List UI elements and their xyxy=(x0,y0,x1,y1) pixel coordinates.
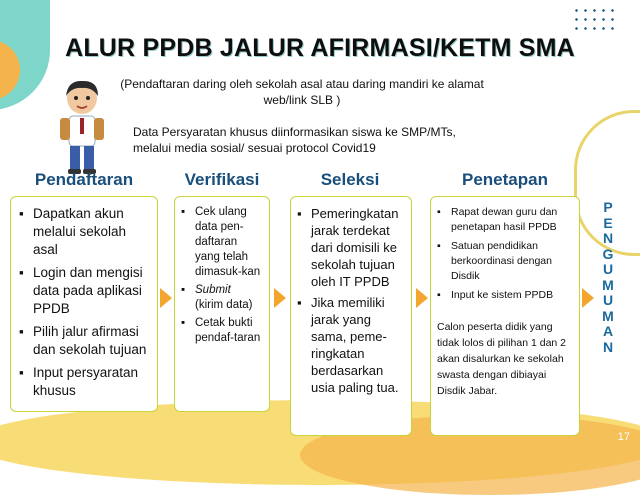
list-item: ▪ Pilih jalur afirmasi dan sekolah tujuan xyxy=(19,323,151,359)
list-item: ▪ Input ke sistem PPDB xyxy=(437,288,575,303)
list-item: ▪ Cetak bukti pendaf-taran xyxy=(181,316,265,346)
announcement-vertical-label xyxy=(598,200,618,355)
step-title-penetapan: Penetapan xyxy=(462,170,548,189)
student-illustration xyxy=(52,76,112,176)
announcement-letter: E xyxy=(603,214,613,231)
step-title-pendaftaran: Pendaftaran xyxy=(34,170,134,189)
decorative-dots xyxy=(572,6,620,34)
announcement-letter: A xyxy=(602,323,614,339)
step-box-penetapan xyxy=(430,196,580,436)
list-item: ▪ Satuan pendidikan berkoordinasi dengan Disdik xyxy=(437,239,575,284)
announcement-letter: U xyxy=(602,292,614,308)
announcement-letter: U xyxy=(602,261,614,277)
step-box-pendaftaran xyxy=(10,196,158,412)
list-item: ▪ Dapatkan akun melalui sekolah asal xyxy=(19,205,151,259)
slide-title: ALUR PPDB JALUR AFIRMASI/KETM SMA xyxy=(65,34,575,62)
requirements-note: Data Persyaratan khusus diinformasikan siswa ke SMP/MTs, melalui media sosial/ sesuai protocol Covid19 xyxy=(133,125,456,155)
list-item: ▪ Pemeringkatan jarak terdekat dari domisili ke sekolah tujuan oleh IT PPDB xyxy=(297,205,407,290)
flow-arrow xyxy=(416,288,428,308)
flow-arrow xyxy=(160,288,172,308)
step-title-verifikasi: Verifikasi xyxy=(184,170,260,189)
flow-arrow xyxy=(274,288,286,308)
list-item: ▪ Rapat dewan guru dan penetapan hasil PPDB xyxy=(437,205,575,235)
page-number: 17 xyxy=(617,431,630,443)
announcement-letter: M xyxy=(602,276,614,293)
submit-note: (kirim data) xyxy=(195,299,253,311)
step-box-seleksi xyxy=(290,196,412,436)
announcement-letter: G xyxy=(602,245,614,262)
list-item: ▪ Jika memiliki jarak yang sama, peme-ringkatan berdasarkan usia paling tua. xyxy=(297,294,407,396)
list-item: ▪ Login dan mengisi data pada aplikasi PPDB xyxy=(19,264,151,318)
announcement-letter: N xyxy=(602,338,614,355)
flow-arrow xyxy=(582,288,594,308)
step-title-seleksi: Seleksi xyxy=(320,170,380,189)
announcement-letter: P xyxy=(603,199,613,215)
list-item: ▪ Cek ulang data pen-daftaran yang telah dimasuk-kan xyxy=(181,205,265,280)
submit-label: Submit xyxy=(195,284,231,296)
slide-subtitle: (Pendaftaran daring oleh sekolah asal atau daring mandiri ke alamat web/link SLB ) xyxy=(120,77,484,107)
list-item: ▪ Input persyaratan khusus xyxy=(19,364,151,400)
step-box-verifikasi xyxy=(174,196,270,412)
list-item xyxy=(181,283,265,313)
penetapan-note: Calon peserta didik yang tidak lolos di pilihan 1 dan 2 akan disalurkan ke sekolah swasta dengan dibiayai Disdik Jabar. xyxy=(437,321,567,397)
announcement-letter: M xyxy=(602,307,614,324)
announcement-letter: N xyxy=(602,230,614,246)
